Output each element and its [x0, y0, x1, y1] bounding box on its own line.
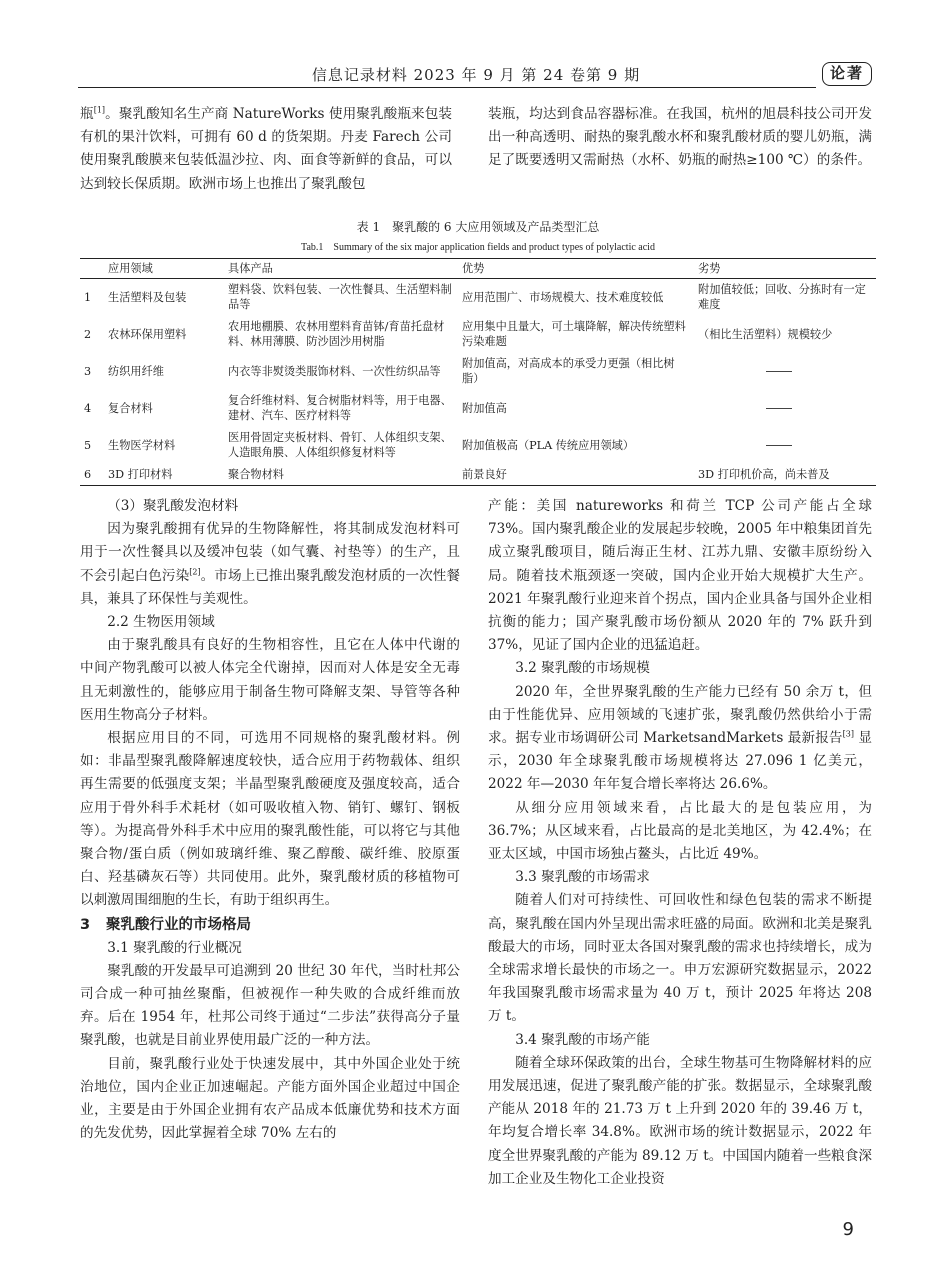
table-caption-cn: 表 1 聚乳酸的 6 大应用领域及产品类型汇总: [356, 220, 600, 234]
paragraph: 产能：美国 natureworks 和荷兰 TCP 公司产能占全球 73%。国内聚乳酸企业的发展起步较晚，2005 年中粮集团首先成立聚乳酸项目，随后海正生材、江苏九鼎、安徽丰原纷纷入局。随着技术瓶颈逐一突破，国内企业开始大规模扩大生产。2021 年聚乳酸行业迎来首个拐点，国内企业具备与国外企业相抗衡的能力；国产聚乳酸市场份额从 2020 年的 7% 跃升到 37%，见证了国内企业的迅猛追赶。: [488, 498, 872, 654]
header-rule: [78, 87, 816, 88]
section-heading: 3.1 聚乳酸的行业概况: [107, 939, 242, 956]
top-right-column: [488, 103, 872, 173]
section-heading: 2.2 生物医用领域: [107, 614, 215, 631]
table-row: 3 纺织用纤维 内衣等非熨烫类服饰材料、一次性纺织品等 附加值高，对高成本的承受力更强（相比树脂）: [80, 353, 876, 390]
left-column: [80, 495, 460, 1145]
paragraph: 由于聚乳酸具有良好的生物相容性，且它在人体中代谢的中间产物乳酸可以被人体完全代谢掉，因而对人体是安全无毒且无刺激性的，能够应用于制备生物可降解支架、导管等各种医用生物高分子材料。: [80, 637, 460, 723]
subsection-heading: （3）聚乳酸发泡材料: [107, 498, 239, 514]
paragraph: 因为聚乳酸拥有优异的生物降解性，将其制成发泡材料可用于一次性餐具以及缓冲包装（如气囊、衬垫等）的生产，且不会引起白色污染[2]。市场上已推出聚乳酸发泡材质的一次性餐具，兼具了环保性与美观性。: [80, 521, 461, 607]
section-heading: 3.2 聚乳酸的市场规模: [515, 660, 650, 677]
section-heading: 3.4 聚乳酸的市场产能: [515, 1031, 650, 1048]
right-column: [488, 495, 872, 1191]
paragraph: 根据应用目的不同，可选用不同规格的聚乳酸材料。例如：非晶型聚乳酸降解速度较快，适合应用于药物载体、组织再生需要的低强度支架；半晶型聚乳酸硬度及强度较高，适合应用于骨外科手术耗材（如可吸收植入物、销钉、螺钉、钢板等）。为提高骨外科手术中应用的聚乳酸性能，可以将它与其他聚合物/蛋白质（例如玻璃纤维、聚乙醇酸、碳纤维、胶原蛋白、羟基磷灰石等）共同使用。此外，聚乳酸材质的移植物可以刺激周围细胞的生长，有助于组织再生。: [80, 730, 460, 909]
paragraph: 从细分应用领域来看，占比最大的是包装应用，为 36.7%；从区域来看，占比最高的是北美地区，为 42.4%；在亚太区域，中国市场独占鳌头，占比近 49%。: [488, 799, 872, 863]
paragraph: 随着全球环保政策的出台，全球生物基可生物降解材料的应用发展迅速，促进了聚乳酸产能的扩张。数据显示，全球聚乳酸产能从 2018 年的 21.73 万 t 上升到 2020 年的 39.46 万 t，年均复合增长率 34.8%。欧洲市场的统计数据显示，2022 年度全世界聚乳酸的产能为 89.12 万 t。中国国内随着一些粮食深加工企业及生物化工企业投资: [488, 1054, 872, 1187]
table-row: 5 生物医学材料 医用骨固定夹板材料、骨钉、人体组织支架、人造眼角膜、人体组织修复材料等 附加值极高（PLA 传统应用领域）: [80, 427, 876, 464]
empty-dash: [766, 445, 792, 446]
paragraph: 随着人们对可持续性、可回收性和绿色包装的需求不断提高，聚乳酸在国内外呈现出需求旺盛的局面。欧洲和北美是聚乳酸最大的市场，同时亚太各国对聚乳酸的需求也持续增长，成为全球需求增长最快的市场之一。申万宏源研究数据显示，2022 年我国聚乳酸市场需求量为 40 万 t，预计 2025 年将达 208 万 t。: [488, 892, 872, 1025]
paragraph: 目前，聚乳酸行业处于快速发展中，其中外国企业处于统治地位，国内企业正加速崛起。产能方面外国企业超过中国企业，主要是由于外国企业拥有农产品成本低廉优势和技术方面的先发优势，因此掌握着全球 70% 左右的: [80, 1055, 460, 1142]
paragraph: 2020 年，全世界聚乳酸的生产能力已经有 50 余万 t，但由于性能优异、应用领域的飞速扩张，聚乳酸仍然供给小于需求。据专业市场调研公司 MarketsandMarkets 最新报告[3] 显示，2030 年全球聚乳酸市场规模将达 27.096 1 亿美元，2022 年—2030 年年复合增长率将达 26.6%。: [488, 683, 873, 793]
table-row: 2 农林环保用塑料 农用地棚膜、农林用塑料育苗钵/育苗托盘材料、林用薄膜、防沙固沙用树脂 应用集中且量大，可土壤降解，解决传统塑料污染难题 （相比生活塑料）规模较少: [84, 320, 833, 348]
top-left-column: [80, 103, 452, 196]
paragraph: 聚乳酸的开发最早可追溯到 20 世纪 30 年代，当时杜邦公司合成一种可抽丝聚酯，但被视作一种失败的合成纤维而放弃。后在 1954 年，杜邦公司终于通过“二步法”获得高分子量聚乳酸，也就是目前业界使用最广泛的一种方法。: [80, 962, 460, 1049]
paragraph: 装瓶，均达到食品容器标准。在我国，杭州的旭晨科技公司开发出一种高透明、耐热的聚乳酸水杯和聚乳酸材质的婴儿奶瓶，满足了既要透明又需耐热（水杯、奶瓶的耐热≥100 ℃）的条件。: [488, 106, 872, 169]
empty-dash: [766, 408, 792, 409]
paragraph: 瓶[1]。聚乳酸知名生产商 NatureWorks 使用聚乳酸瓶来包装有机的果汁饮料，可拥有 60 d 的货架期。丹麦 Farech 公司使用聚乳酸膜来包装低温沙拉、肉、面食等新鲜的食品，可以达到较长保质期。欧洲市场上也推出了聚乳酸包: [80, 105, 452, 192]
chapter-heading: 3 聚乳酸行业的市场格局: [80, 916, 251, 933]
empty-dash: [766, 371, 792, 372]
table-caption-en: Tab.1 Summary of the six major application fields and product types of polylactic acid: [301, 242, 655, 253]
section-heading: 3.3 聚乳酸的市场需求: [515, 869, 650, 886]
citation: [2]: [189, 567, 201, 577]
table-row: 6 3D 打印材料 聚合物材料 前景良好 3D 打印机价高，尚未普及: [80, 464, 876, 486]
table-header-row: 应用领域 具体产品 优势 劣势: [80, 259, 876, 279]
table-row: 1 生活塑料及包装 塑料袋、饮料包装、一次性餐具、生活塑料制品等 应用范围广、市场规模大、技术难度较低 附加值较低；回收、分拣时有一定难度: [84, 283, 866, 312]
applications-table: [80, 258, 876, 486]
citation: [1]: [93, 105, 106, 115]
journal-title: 信息记录材料 2023 年 9 月 第 24 卷第 9 期: [311, 66, 641, 84]
citation: [3]: [842, 729, 854, 739]
running-header: [78, 62, 874, 90]
page-number: 9: [842, 1219, 854, 1240]
table-row: 4 复合材料 复合纤维材料、复合树脂材料等，用于电器、建材、汽车、医疗材料等 附加值高: [80, 390, 876, 427]
article-type-badge: 论著: [822, 62, 872, 86]
